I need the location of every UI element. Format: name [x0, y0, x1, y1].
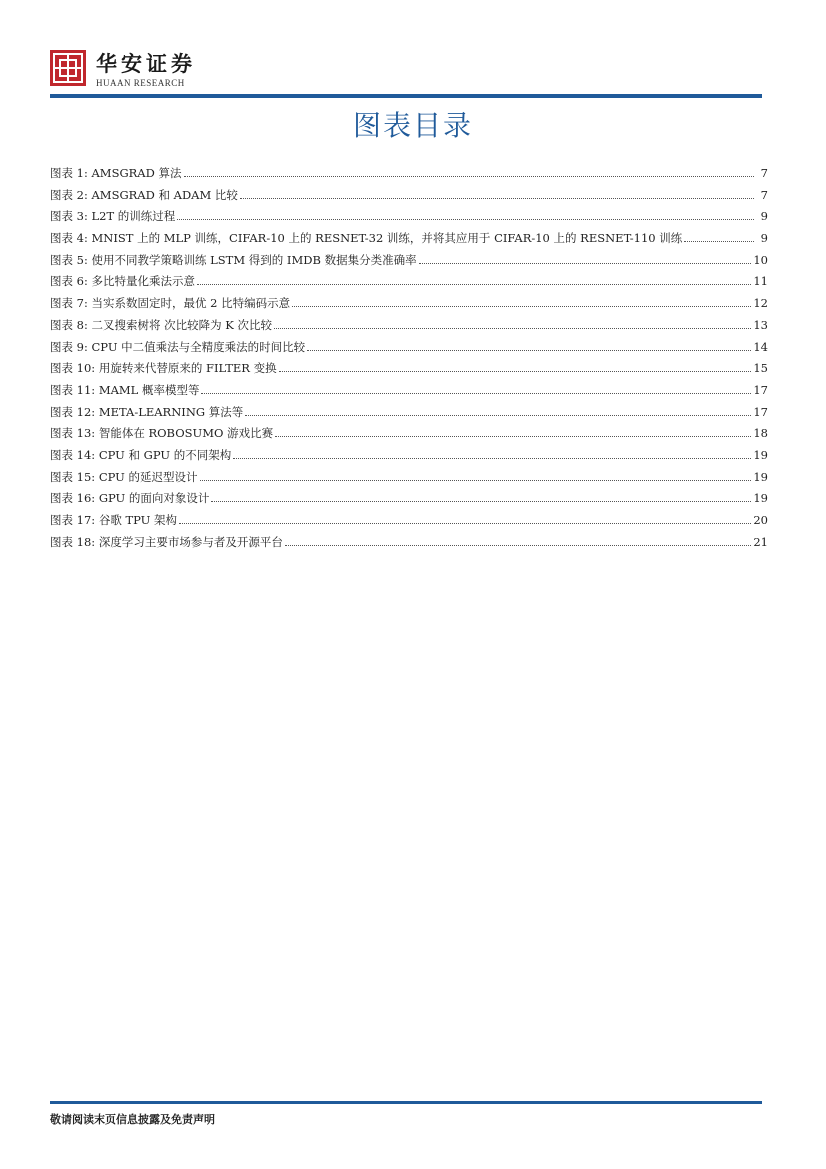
toc-entry[interactable] — [50, 534, 768, 556]
toc-dot-leader — [211, 501, 751, 502]
figure-table-of-contents — [50, 165, 768, 555]
toc-entry-page[interactable]: 15 — [753, 361, 768, 376]
toc-entry-page[interactable]: 19 — [753, 447, 768, 462]
toc-entry[interactable] — [50, 382, 768, 404]
toc-entry[interactable] — [50, 273, 768, 295]
toc-entry-label[interactable]: 图表 16: GPU 的面向对象设计 — [50, 491, 210, 506]
toc-entry-page[interactable]: 7 — [760, 166, 768, 180]
toc-dot-leader — [233, 458, 751, 459]
toc-entry-page[interactable]: 7 — [760, 187, 768, 202]
toc-entry-page[interactable]: 21 — [753, 534, 768, 549]
toc-dot-leader — [307, 350, 751, 351]
page-header — [50, 48, 762, 98]
toc-entry-label[interactable]: 图表 6: 多比特量化乘法示意 — [50, 274, 196, 289]
toc-entry[interactable] — [50, 187, 768, 209]
toc-entry[interactable] — [50, 252, 768, 274]
toc-entry-page[interactable]: 9 — [760, 231, 768, 246]
toc-entry-page[interactable]: 17 — [753, 404, 768, 419]
toc-dot-leader — [245, 415, 751, 416]
toc-entry-label[interactable]: 图表 11: MAML 概率模型等 — [50, 382, 200, 397]
toc-entry[interactable] — [50, 404, 768, 426]
toc-entry-label[interactable]: 图表 15: CPU 的延迟型设计 — [50, 469, 198, 484]
footer-disclaimer: 敬请阅读末页信息披露及免责声明 — [50, 1113, 215, 1126]
toc-dot-leader — [201, 393, 751, 394]
toc-entry-label[interactable]: 图表 13: 智能体在 ROBOSUMO 游戏比赛 — [50, 426, 274, 441]
toc-entry-label[interactable]: 图表 7: 当实系数固定时，最优 2 比特编码示意 — [50, 296, 291, 311]
toc-entry[interactable] — [50, 425, 768, 447]
toc-entry[interactable] — [50, 208, 768, 230]
toc-entry[interactable] — [50, 165, 768, 187]
toc-entry-page[interactable]: 18 — [753, 426, 768, 441]
header-divider — [50, 94, 762, 98]
toc-entry[interactable] — [50, 295, 768, 317]
toc-entry[interactable] — [50, 469, 768, 491]
toc-entry[interactable] — [50, 339, 768, 361]
toc-entry-label[interactable]: 图表 8: 二叉搜索树将 次比较降为 K 次比较 — [50, 317, 273, 332]
brand-name-en: HUAAN RESEARCH — [96, 78, 185, 88]
toc-entry-page[interactable]: 12 — [753, 296, 768, 311]
toc-dot-leader — [177, 219, 754, 220]
toc-entry[interactable] — [50, 512, 768, 534]
toc-entry[interactable] — [50, 360, 768, 382]
toc-entry[interactable] — [50, 490, 768, 512]
toc-entry-label[interactable]: 图表 14: CPU 和 GPU 的不同架构 — [50, 447, 232, 462]
toc-entry[interactable] — [50, 447, 768, 469]
toc-dot-leader — [285, 545, 752, 546]
toc-entry-label[interactable]: 图表 9: CPU 中二值乘法与全精度乘法的时间比较 — [50, 339, 306, 354]
toc-entry-page[interactable]: 20 — [753, 513, 768, 527]
toc-entry-page[interactable]: 11 — [753, 274, 768, 289]
toc-entry-page[interactable]: 19 — [753, 491, 768, 506]
huaan-logo-icon — [50, 50, 86, 86]
toc-entry-label[interactable]: 图表 5: 使用不同教学策略训练 LSTM 得到的 IMDB 数据集分类准确率 — [50, 252, 417, 267]
toc-entry-label[interactable]: 图表 4: MNIST 上的 MLP 训练，CIFAR-10 上的 RESNET-32 训练，并将其应用于 CIFAR-10 上的 RESNET-110 训练 — [50, 231, 683, 246]
toc-entry-page[interactable]: 14 — [753, 339, 768, 354]
footer-divider — [50, 1101, 762, 1104]
brand-name-cn: 华安证券 — [96, 51, 196, 76]
toc-dot-leader — [279, 371, 752, 372]
toc-dot-leader — [179, 523, 751, 524]
toc-dot-leader — [184, 176, 755, 177]
toc-entry-label[interactable]: 图表 3: L2T 的训练过程 — [50, 209, 176, 224]
toc-entry-label[interactable]: 图表 12: META-LEARNING 算法等 — [50, 404, 244, 419]
toc-dot-leader — [274, 328, 751, 329]
toc-entry-label[interactable]: 图表 17: 谷歌 TPU 架构 — [50, 513, 178, 527]
toc-entry[interactable] — [50, 230, 768, 252]
toc-entry-page[interactable]: 9 — [760, 209, 768, 224]
toc-dot-leader — [684, 241, 754, 242]
toc-dot-leader — [197, 284, 751, 285]
toc-entry[interactable] — [50, 317, 768, 339]
toc-entry-label[interactable]: 图表 10: 用旋转来代替原来的 FILTER 变换 — [50, 361, 277, 376]
toc-dot-leader — [200, 480, 752, 481]
toc-dot-leader — [419, 263, 752, 264]
toc-entry-page[interactable]: 19 — [753, 469, 768, 484]
toc-dot-leader — [240, 198, 754, 199]
page-title: 图表目录 — [352, 109, 473, 142]
toc-entry-label[interactable]: 图表 2: AMSGRAD 和 ADAM 比较 — [50, 187, 238, 202]
toc-entry-page[interactable]: 17 — [753, 382, 768, 397]
toc-entry-page[interactable]: 13 — [753, 317, 768, 332]
toc-dot-leader — [292, 306, 751, 307]
toc-entry-page[interactable]: 10 — [753, 252, 768, 267]
toc-dot-leader — [275, 436, 751, 437]
toc-entry-label[interactable]: 图表 18: 深度学习主要市场参与者及开源平台 — [50, 534, 283, 549]
toc-entry-label[interactable]: 图表 1: AMSGRAD 算法 — [50, 166, 182, 180]
